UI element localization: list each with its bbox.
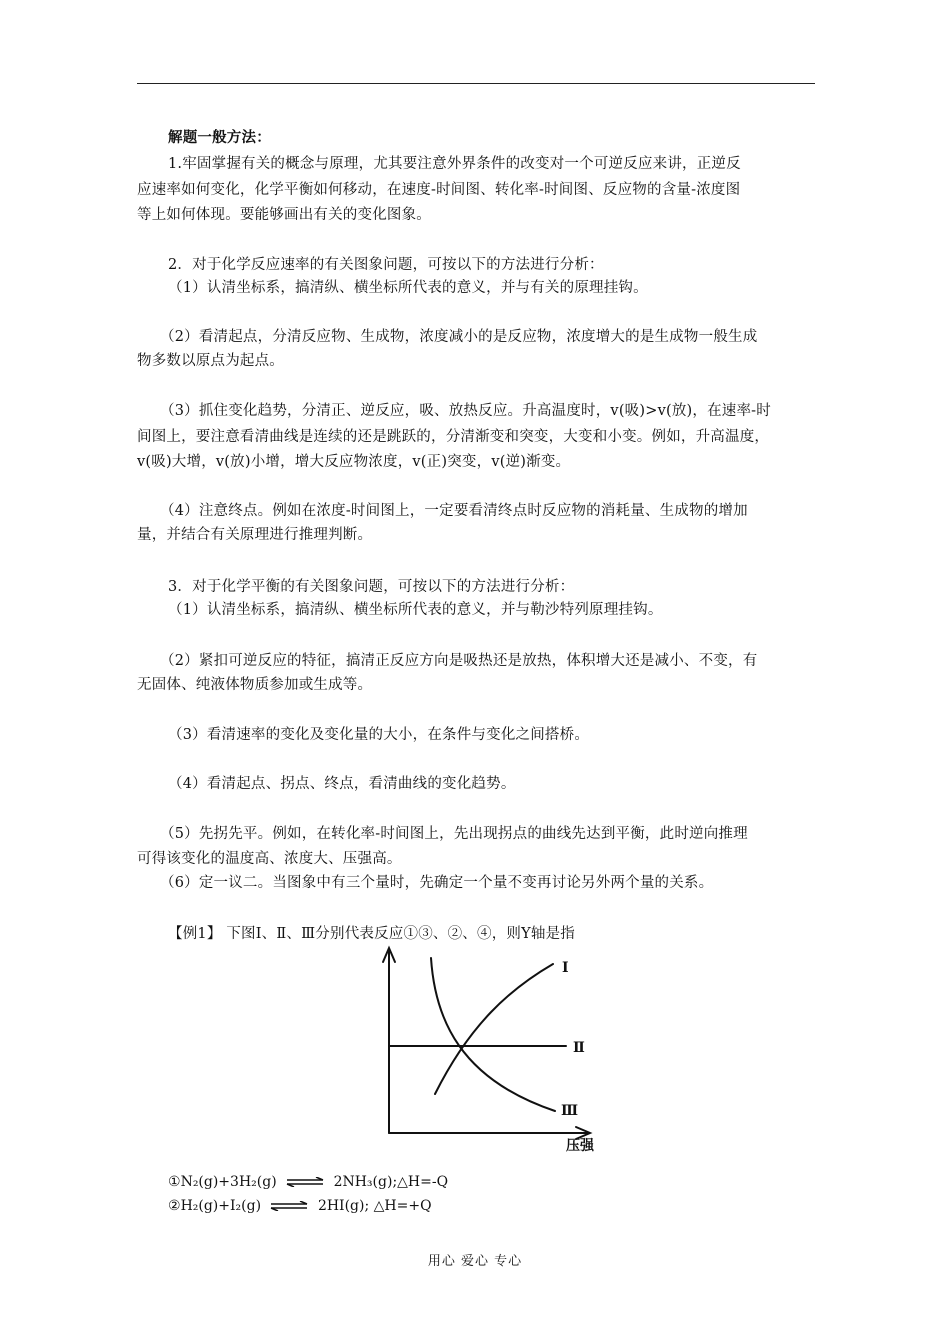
paragraph-line: 1.牢固掌握有关的概念与原理，尤其要注意外界条件的改变对一个可逆反应来讲，正逆反 (168, 156, 741, 172)
x-axis-label: 压强 (566, 1138, 594, 1154)
equation-1-prefix: ① (168, 1174, 181, 1190)
paragraph-line: 量，并结合有关原理进行推理判断。 (137, 527, 373, 543)
example-graph (370, 944, 610, 1159)
paragraph-line: （2）看清起点，分清反应物、生成物，浓度减小的是反应物，浓度增大的是生成物一般生成 (160, 329, 758, 345)
paragraph-line: 物多数以原点为起点。 (137, 353, 284, 369)
curve-label-III: Ⅲ (561, 1103, 579, 1119)
equation-2-prefix: ② (168, 1198, 181, 1214)
paragraph-line: （4）注意终点。例如在浓度-时间图上，一定要看清终点时反应物的消耗量、生成物的增加 (160, 503, 748, 519)
paragraph-line: 间图上，要注意看清曲线是连续的还是跳跃的，分清渐变和突变，大变和小变。例如，升高温度， (137, 429, 770, 445)
paragraph-line: 3．对于化学平衡的有关图象问题，可按以下的方法进行分析： (168, 579, 575, 595)
curve-label-I: Ⅰ (562, 960, 569, 976)
equilibrium-arrow-icon (285, 1177, 325, 1187)
curve-III (431, 958, 555, 1111)
paragraph-line: （5）先拐先平。例如，在转化率-时间图上，先出现拐点的曲线先达到平衡，此时逆向推理 (160, 826, 748, 842)
equation-1-tail: ;△H=-Q (392, 1174, 449, 1190)
paragraph-line: （2）紧扣可逆反应的特征，搞清正反应方向是吸热还是放热，体积增大还是减小、不变，有 (160, 653, 758, 669)
curve-I (435, 964, 553, 1094)
paragraph-line: v(吸)大增，v(放)小增，增大反应物浓度，v(正)突变，v(逆)渐变。 (137, 454, 571, 470)
paragraph-line: （3）抓住变化趋势，分清正、逆反应，吸、放热反应。升高温度时，v(吸)>v(放)，在速率-时 (160, 403, 771, 419)
equilibrium-arrow-icon (269, 1201, 309, 1211)
paragraph-line: 应速率如何变化，化学平衡如何移动，在速度-时间图、转化率-时间图、反应物的含量-浓度图 (137, 182, 741, 198)
paragraph-line: （1）认清坐标系，搞清纵、横坐标所代表的意义，并与勒沙特列原理挂钩。 (168, 602, 663, 618)
paragraph-line: （3）看清速率的变化及变化量的大小，在条件与变化之间搭桥。 (168, 727, 590, 743)
equation-1 (168, 1173, 448, 1191)
paragraph-line: 无固体、纯液体物质参加或生成等。 (137, 677, 373, 693)
paragraph-line: 可得该变化的温度高、浓度大、压强高。 (137, 851, 402, 867)
paragraph-line: （6）定一议二。当图象中有三个量时，先确定一个量不变再讨论另外两个量的关系。 (160, 875, 714, 891)
equation-2-right: 2HI(g) (317, 1198, 365, 1214)
paragraph-line: 2．对于化学反应速率的有关图象问题，可按以下的方法进行分析： (168, 257, 604, 273)
equation-1-right: 2NH₃(g) (333, 1174, 393, 1190)
page-footer: 用心 爱心 专心 (427, 1254, 523, 1269)
equation-2-tail: ; △H=+Q (364, 1198, 432, 1214)
equation-1-left: N₂(g)+3H₂(g) (180, 1174, 277, 1190)
curve-label-II: Ⅱ (573, 1040, 585, 1056)
equation-2 (168, 1197, 432, 1215)
paragraph-line: 等上如何体现。要能够画出有关的变化图象。 (137, 207, 431, 223)
header-rule (137, 83, 815, 84)
equation-2-left: H₂(g)+I₂(g) (180, 1198, 262, 1214)
paragraph-line: （4）看清起点、拐点、终点，看清曲线的变化趋势。 (168, 776, 516, 792)
section-heading: 解题一般方法： (168, 129, 271, 146)
paragraph-line: （1）认清坐标系，搞清纵、横坐标所代表的意义，并与有关的原理挂钩。 (168, 280, 648, 296)
example-question: 【例1】 下图Ⅰ、Ⅱ、Ⅲ分别代表反应①③、②、④，则Y轴是指 (168, 926, 575, 942)
